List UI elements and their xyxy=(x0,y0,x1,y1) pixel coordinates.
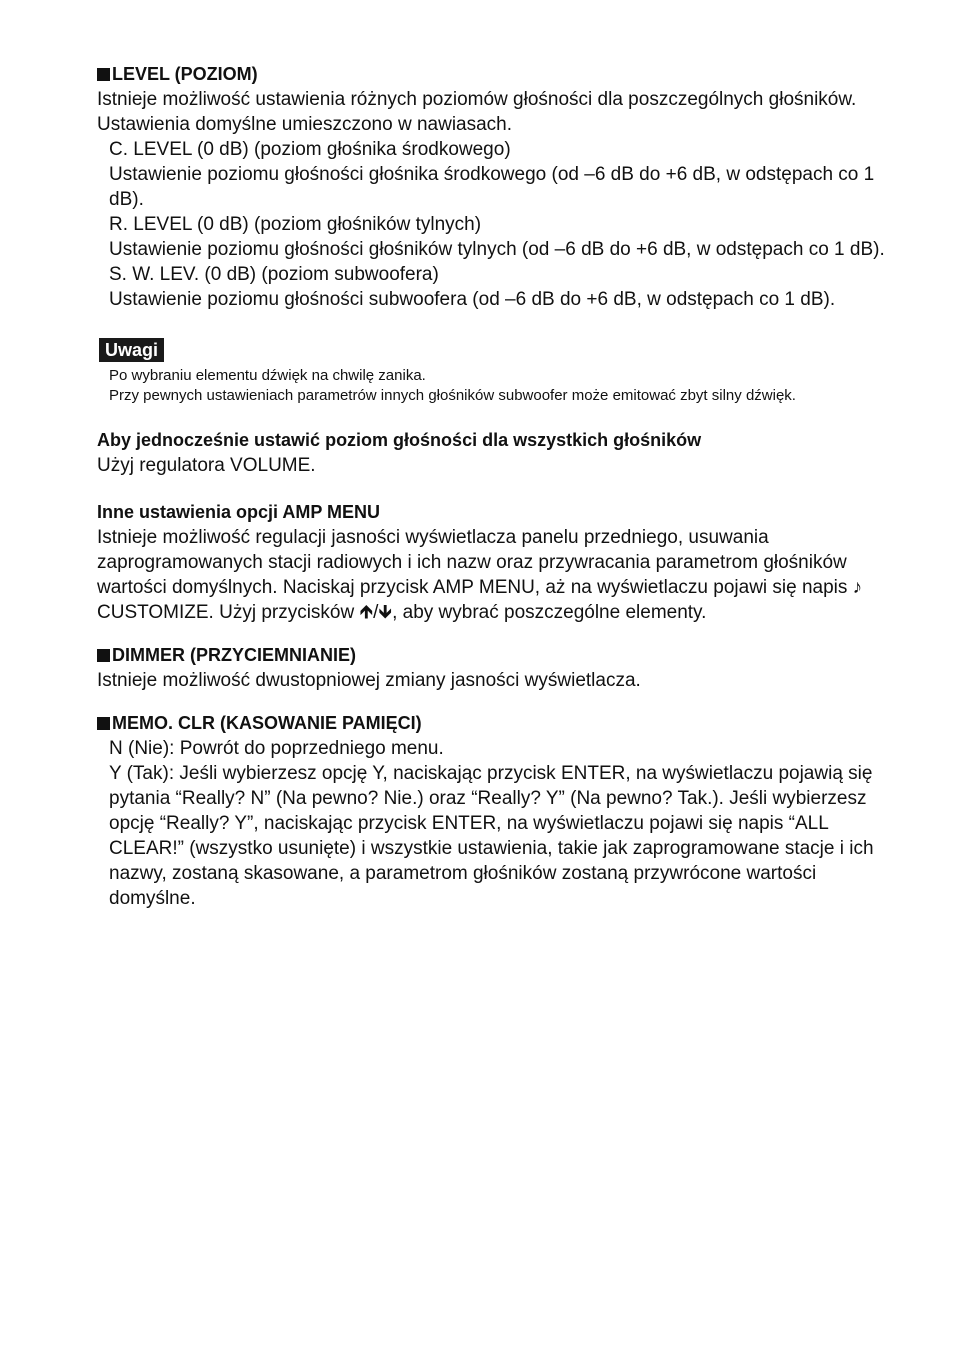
dimmer-heading: DIMMER (PRZYCIEMNIANIE) xyxy=(97,643,887,668)
dimmer-text: Istnieje możliwość dwustopniowej zmiany jasności wyświetlacza. xyxy=(97,670,641,691)
level-intro: Istnieje możliwość ustawienia różnych poziomów głośności dla poszczególnych głośników. Ustawienia domyślne umieszczono w nawiasach. xyxy=(97,89,857,135)
note-item: Przy pewnych ustawieniach parametrów innych głośników subwoofer może emitować zbyt silny dźwięk. xyxy=(109,387,796,404)
all-speakers-text: Użyj regulatora VOLUME. xyxy=(97,455,316,476)
level-heading: LEVEL (POZIOM) xyxy=(97,62,887,87)
note-item: Po wybraniu elementu dźwięk na chwilę zanika. xyxy=(109,367,426,384)
all-speakers-heading: Aby jednocześnie ustawić poziom głośności dla wszystkich głośników xyxy=(97,430,702,450)
subwoofer-level-label: S. W. LEV. (0 dB) (poziom subwoofera) xyxy=(109,264,439,285)
memo-no-option: N (Nie): Powrót do poprzedniego menu. xyxy=(109,738,444,759)
square-bullet-icon xyxy=(97,717,110,730)
amp-menu-text: Istnieje możliwość regulacji jasności wyświetlacza panelu przedniego, usuwania zaprogramowanych stacji radiowych i ich nazw oraz przywracania parametrom głośników wartości domyślnych. Naciskaj przycisk AMP MENU, aż na wyświetlaczu pojawi się napis ♪ CUSTOMIZE. Użyj przycisków 🡹/🡻, aby wybrać poszczególne elementy. xyxy=(97,527,863,623)
notes-list xyxy=(97,366,887,406)
memo-clr-heading: MEMO. CLR (KASOWANIE PAMIĘCI) xyxy=(97,711,887,736)
square-bullet-icon xyxy=(97,68,110,81)
rear-level-desc: Ustawienie poziomu głośności głośników tylnych (od –6 dB do +6 dB, w odstępach co 1 dB). xyxy=(109,239,885,260)
amp-menu-heading: Inne ustawienia opcji AMP MENU xyxy=(97,502,381,522)
rear-level-label: R. LEVEL (0 dB) (poziom głośników tylnych) xyxy=(109,214,482,235)
notes-badge: Uwagi xyxy=(99,338,164,362)
center-level-desc: Ustawienie poziomu głośności głośnika środkowego (od –6 dB do +6 dB, w odstępach co 1 dB). xyxy=(109,164,875,210)
center-level-label: C. LEVEL (0 dB) (poziom głośnika środkowego) xyxy=(109,139,511,160)
square-bullet-icon xyxy=(97,649,110,662)
memo-yes-option: Y (Tak): Jeśli wybierzesz opcję Y, naciskając przycisk ENTER, na wyświetlaczu pojawią się pytania “Really? N” (Na pewno? Nie.) oraz “Really? Y” (Na pewno? Tak.). Jeśli wybierzesz opcję “Really? Y”, naciskając przycisk ENTER, na wyświetlaczu pojawi się napis “ALL CLEAR!” (wszystko usunięte) i wszystkie ustawienia, takie jak zaprogramowane stacje i ich nazwy, zostaną skasowane, a parametrom głośników zostaną przywrócone wartości domyślne. xyxy=(109,763,874,909)
document-page xyxy=(97,62,887,911)
subwoofer-level-desc: Ustawienie poziomu głośności subwoofera (od –6 dB do +6 dB, w odstępach co 1 dB). xyxy=(109,289,836,310)
